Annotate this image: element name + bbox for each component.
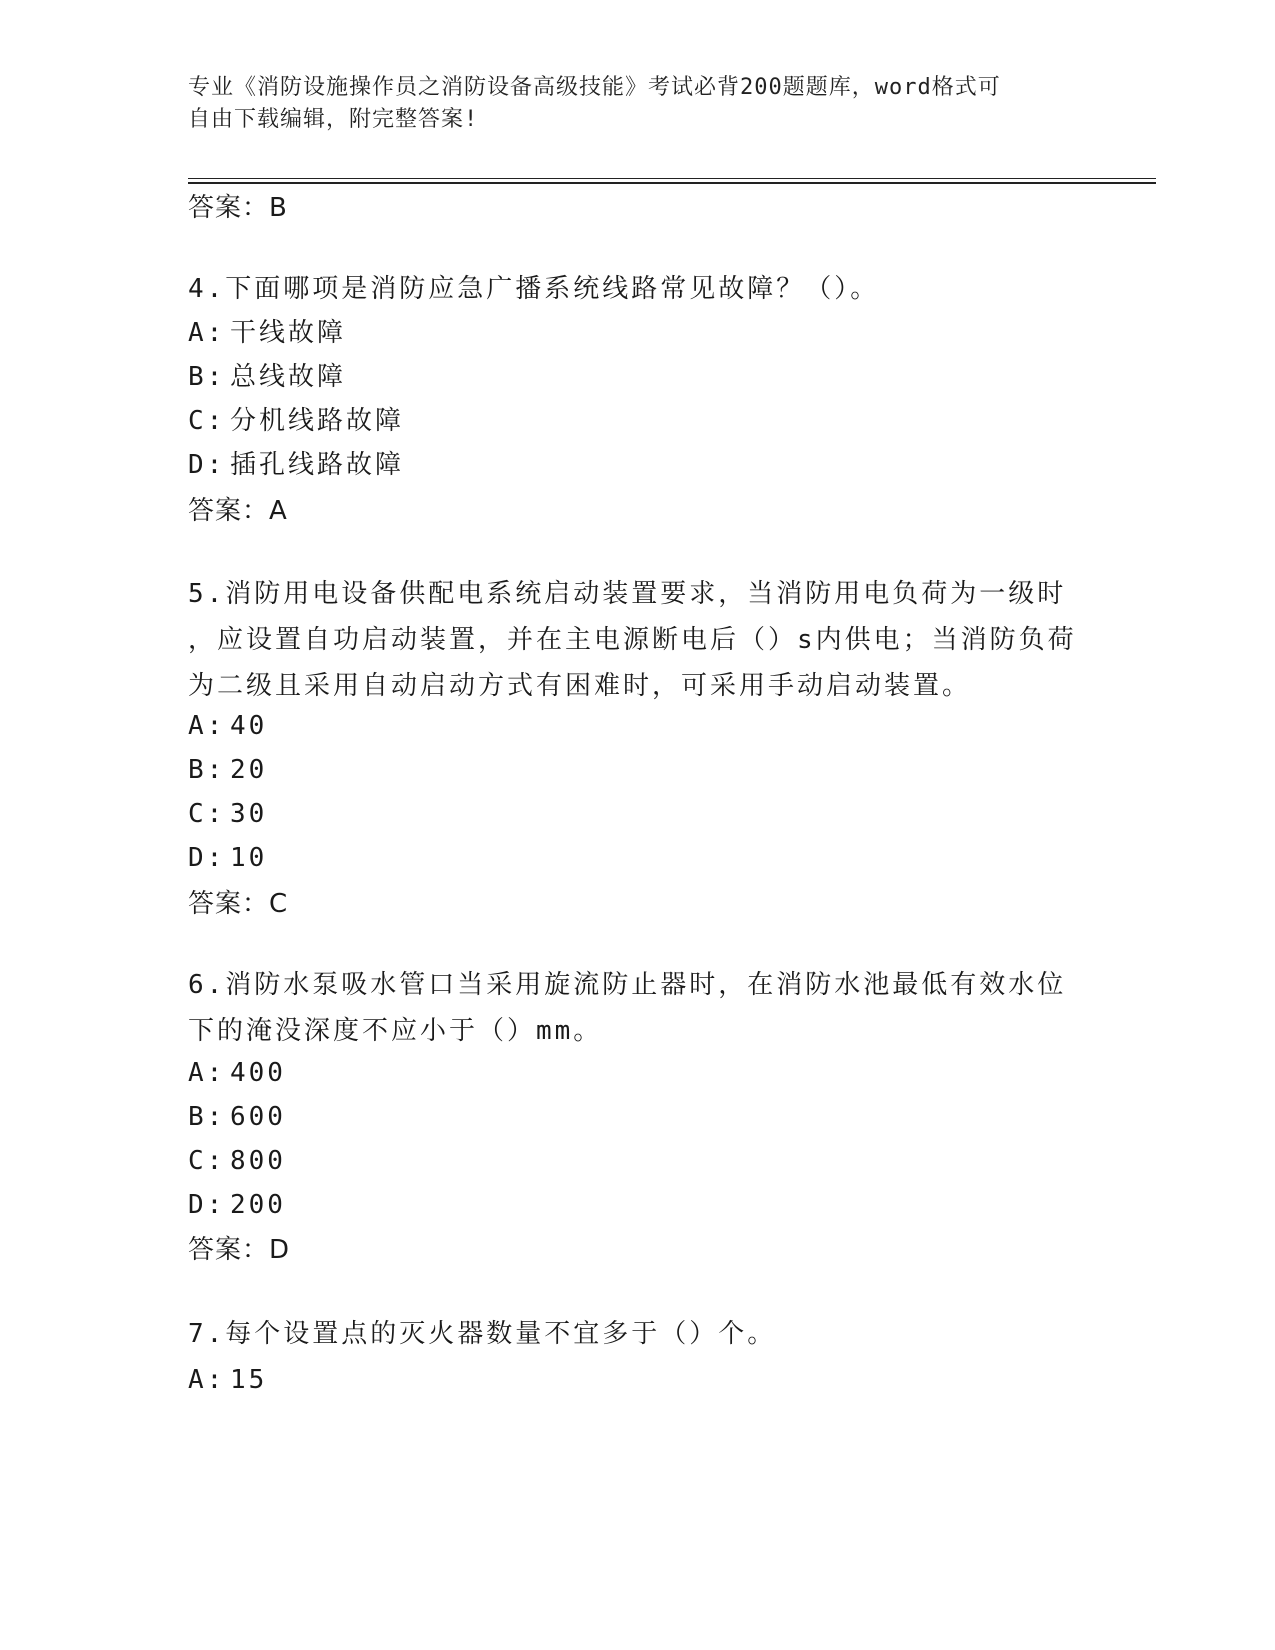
- question-5-line-2: ，应设置自功启动装置，并在主电源断电后（）s内供电；当消防负荷: [188, 625, 1077, 655]
- option-key: A:: [188, 1365, 226, 1395]
- question-6-answer: 答案：D: [188, 1235, 291, 1265]
- question-5-line-3: 为二级且采用自动启动方式有困难时，可采用手动启动装置。: [188, 671, 972, 701]
- question-5-option-c: [188, 796, 267, 832]
- option-key: C:: [188, 799, 226, 829]
- page-header: [188, 72, 1088, 136]
- option-key: C:: [188, 1146, 226, 1176]
- question-6-line-1: 6.消防水泵吸水管口当采用旋流防止器时，在消防水池最低有效水位: [188, 970, 1067, 1000]
- question-4-line-1: 4.下面哪项是消防应急广播系统线路常见故障？（）。: [188, 274, 880, 304]
- question-5: [188, 571, 1088, 709]
- question-4-option-a: [188, 315, 346, 351]
- option-text: 20: [230, 755, 268, 785]
- option-text: 插孔线路故障: [230, 450, 405, 480]
- option-text: 200: [230, 1190, 286, 1220]
- header-line-2: 自由下载编辑，附完整答案!: [188, 107, 479, 132]
- option-text: 30: [230, 799, 268, 829]
- question-6-option-d: [188, 1187, 286, 1223]
- question-5-answer: 答案：C: [188, 889, 289, 919]
- question-6-line-2: 下的淹没深度不应小于（）mm。: [188, 1016, 603, 1046]
- question-6-option-c: [188, 1143, 286, 1179]
- question-6: [188, 962, 1088, 1054]
- option-text: 40: [230, 711, 268, 741]
- option-text: 10: [230, 843, 268, 873]
- question-5-line-1: 5.消防用电设备供配电系统启动装置要求，当消防用电负荷为一级时: [188, 579, 1067, 609]
- header-line-1: 专业《消防设施操作员之消防设备高级技能》考试必背200题题库，word格式可: [188, 75, 1001, 100]
- option-text: 分机线路故障: [230, 406, 405, 436]
- question-6-option-a: [188, 1055, 286, 1091]
- option-key: A:: [188, 318, 226, 348]
- option-text: 15: [230, 1365, 268, 1395]
- option-key: D:: [188, 843, 226, 873]
- question-5-option-b: [188, 752, 267, 788]
- question-4-answer: 答案：A: [188, 496, 288, 526]
- option-key: D:: [188, 1190, 226, 1220]
- question-5-option-d: [188, 840, 267, 876]
- option-text: 800: [230, 1146, 286, 1176]
- question-4-option-b: [188, 359, 346, 395]
- option-key: A:: [188, 1058, 226, 1088]
- option-text: 干线故障: [230, 318, 347, 348]
- option-text: 总线故障: [230, 362, 347, 392]
- answer-prev: 答案：B: [188, 193, 288, 223]
- option-key: C:: [188, 406, 226, 436]
- option-key: D:: [188, 450, 226, 480]
- option-key: A:: [188, 711, 226, 741]
- header-divider-thick: [188, 182, 1156, 184]
- question-6-option-b: [188, 1099, 286, 1135]
- question-4: [188, 266, 1088, 312]
- option-key: B:: [188, 1102, 226, 1132]
- option-text: 600: [230, 1102, 286, 1132]
- header-divider-thin: [188, 178, 1156, 179]
- option-text: 400: [230, 1058, 286, 1088]
- question-4-option-c: [188, 403, 404, 439]
- option-key: B:: [188, 755, 226, 785]
- question-4-option-d: [188, 447, 404, 483]
- option-key: B:: [188, 362, 226, 392]
- question-7-line-1: 7.每个设置点的灭火器数量不宜多于（）个。: [188, 1319, 777, 1349]
- question-7-option-a: [188, 1362, 267, 1398]
- question-7: [188, 1311, 1088, 1357]
- question-5-option-a: [188, 708, 267, 744]
